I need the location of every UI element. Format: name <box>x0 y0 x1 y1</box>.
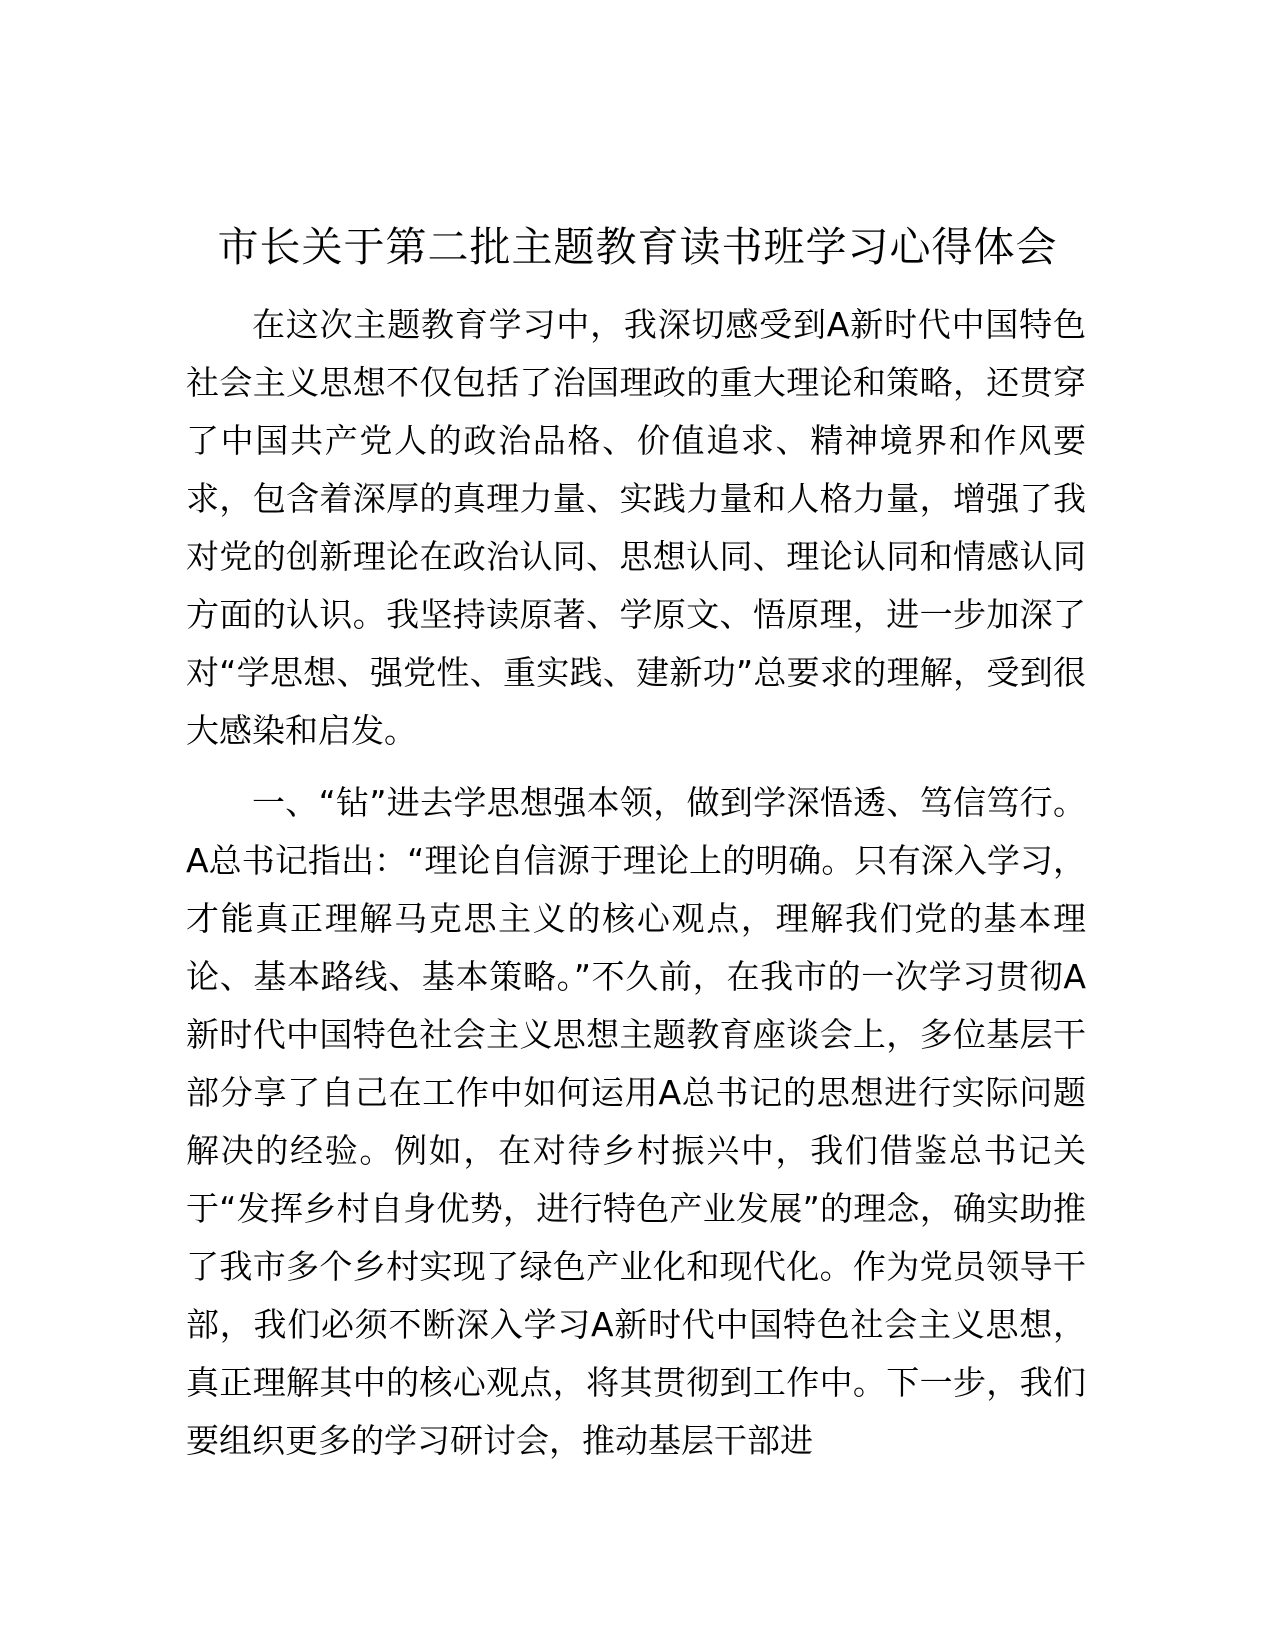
paragraph-intro: 在这次主题教育学习中，我深切感受到A新时代中国特色社会主义思想不仅包括了治国理政的重大理论和策略，还贯穿了中国共产党人的政治品格、价值追求、精神境界和作风要求，包含着深厚的真理力量、实践力量和人格力量，增强了我对党的创新理论在政治认同、思想认同、理论认同和情感认同方面的认识。我坚持读原著、学原文、悟原理，进一步加深了对“学思想、强党性、重实践、建新功”总要求的理解，受到很大感染和启发。 <box>186 305 1086 750</box>
paragraph-section-one: 一、“钻”进去学思想强本领，做到学深悟透、笃信笃行。A总书记指出：“理论自信源于理论上的明确。只有深入学习，才能真正理解马克思主义的核心观点，理解我们党的基本理论、基本路线、基本策略。”不久前，在我市的一次学习贯彻A新时代中国特色社会主义思想主题教育座谈会上，多位基层干部分享了自己在工作中如何运用A总书记的思想进行实际问题解决的经验。例如，在对待乡村振兴中，我们借鉴总书记关于“发挥乡村自身优势，进行特色产业发展”的理念，确实助推了我市多个乡村实现了绿色产业化和现代化。作为党员领导干部，我们必须不断深入学习A新时代中国特色社会主义思想，真正理解其中的核心观点，将其贯彻到工作中。下一步，我们要组织更多的学习研讨会，推动基层干部进 <box>186 783 1086 1460</box>
document-body <box>186 296 1086 1470</box>
document-title: 市长关于第二批主题教育读书班学习心得体会 <box>217 223 1058 271</box>
